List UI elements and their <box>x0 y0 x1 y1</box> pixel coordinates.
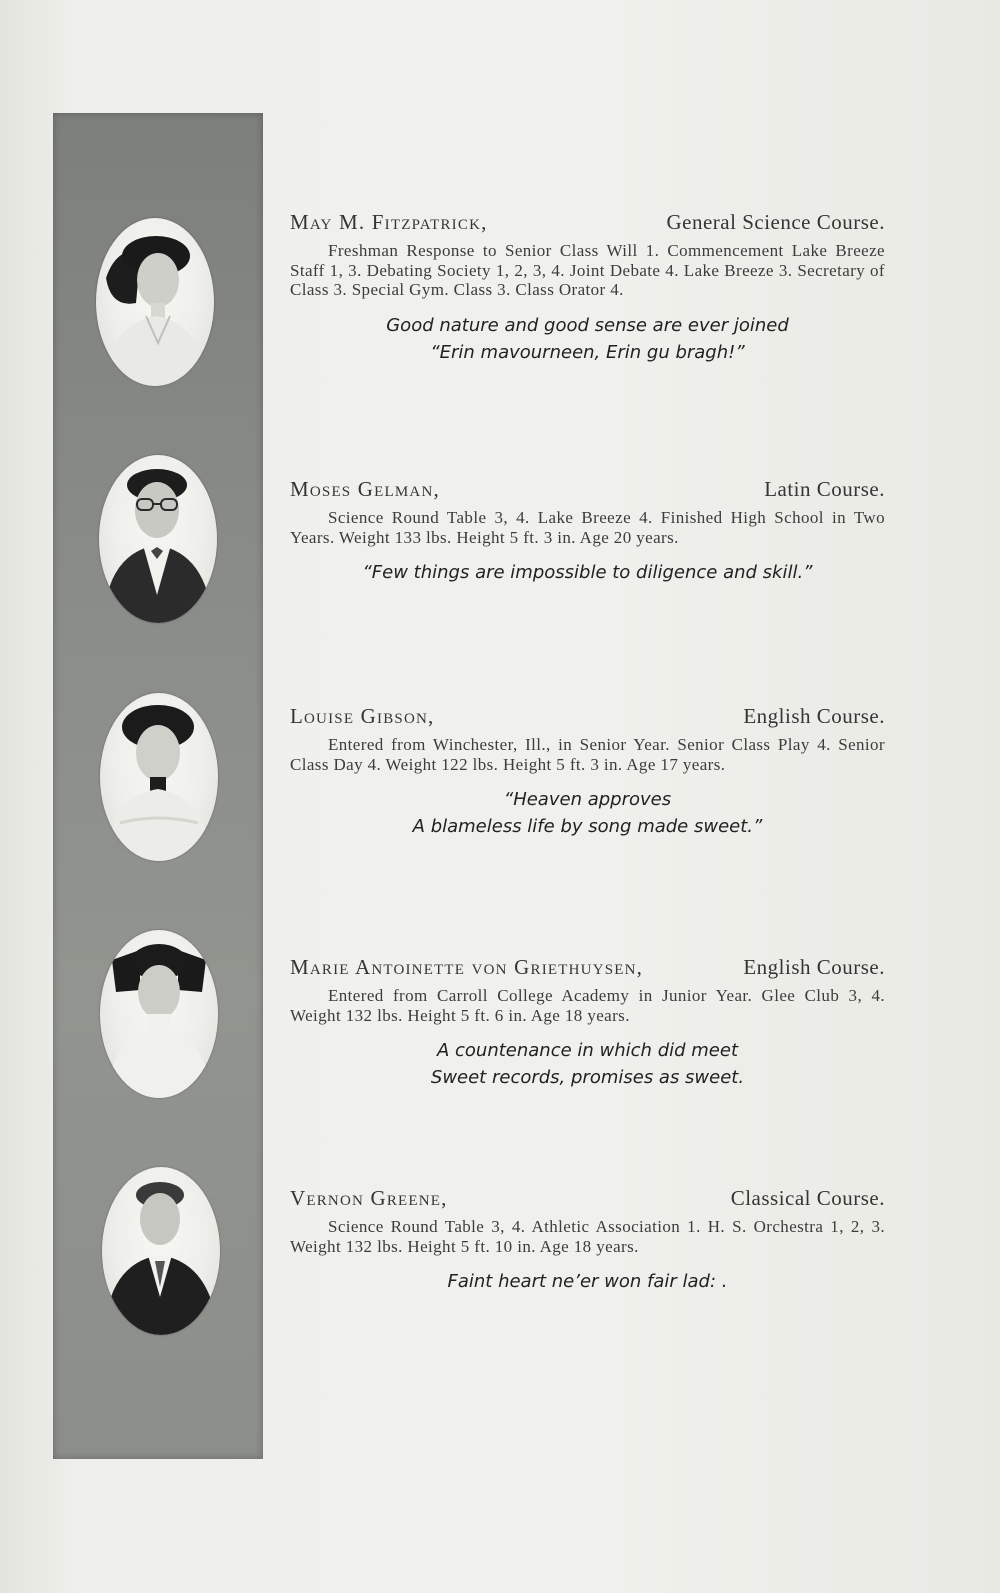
course-name: Latin Course. <box>764 477 885 501</box>
entry-5 <box>290 1186 885 1295</box>
course-name: General Science Course. <box>666 210 885 234</box>
portrait-man-glasses-icon <box>99 455 217 623</box>
student-name: May M. Fitzpatrick, <box>290 210 488 234</box>
quote-line: Faint heart ne’er won fair lad: . <box>447 1271 728 1292</box>
portrait-photo-4 <box>100 930 218 1098</box>
quote-line: A countenance in which did meet <box>436 1040 739 1061</box>
quote-line: “Few things are impossible to diligence and skill.” <box>362 562 813 583</box>
student-record: Entered from Winchester, Ill., in Senior Year. Senior Class Play 4. Senior Class Day 4. Weight 122 lbs. Height 5 ft. 3 in. Age 17 years. <box>290 735 885 774</box>
quote-line: Good nature and good sense are ever joined <box>386 314 789 336</box>
student-name: Marie Antoinette von Griethuysen, <box>290 955 644 979</box>
entry-header <box>290 210 885 235</box>
portrait-woman-icon <box>100 693 218 861</box>
student-record: Science Round Table 3, 4. Athletic Association 1. H. S. Orchestra 1, 2, 3. Weight 132 lbs. Height 5 ft. 10 in. Age 18 years. <box>290 1217 885 1256</box>
student-record: Freshman Response to Senior Class Will 1. Commencement Lake Breeze Staff 1, 3. Debating Society 1, 2, 3, 4. Joint Debate 4. Lake Breeze 3. Secretary of Class 3. Special Gym. Class 3. Class Orator 4. <box>290 241 885 299</box>
quote-line: “Erin mavourneen, Erin gu bragh!” <box>430 341 745 363</box>
quote-line: “Heaven approves <box>503 789 672 810</box>
entry-header <box>290 704 885 729</box>
portrait-woman-bow-icon <box>96 218 214 386</box>
portrait-man-icon <box>102 1167 220 1335</box>
class-quote <box>290 1037 885 1091</box>
quote-line: Sweet records, promises as sweet. <box>430 1067 745 1088</box>
class-quote <box>290 559 885 586</box>
portrait-photo-5 <box>102 1167 220 1335</box>
entry-1 <box>290 210 885 366</box>
course-name: Classical Course. <box>730 1186 885 1210</box>
class-quote <box>290 312 885 366</box>
student-record: Entered from Carroll College Academy in Junior Year. Glee Club 3, 4. Weight 132 lbs. Height 5 ft. 6 in. Age 18 years. <box>290 986 885 1025</box>
entry-2 <box>290 477 885 586</box>
quote-line: A blameless life by song made sweet.” <box>412 816 763 837</box>
entry-header <box>290 1186 885 1211</box>
class-quote <box>290 786 885 840</box>
class-quote <box>290 1268 885 1295</box>
entry-header <box>290 477 885 502</box>
portrait-photo-3 <box>100 693 218 861</box>
entry-3 <box>290 704 885 840</box>
portrait-photo-2 <box>99 455 217 623</box>
student-name: Moses Gelman, <box>290 477 440 501</box>
student-name: Vernon Greene, <box>290 1186 448 1210</box>
portrait-woman-bow-icon <box>100 930 218 1098</box>
course-name: English Course. <box>743 955 885 979</box>
portrait-photo-1 <box>96 218 214 386</box>
entry-4 <box>290 955 885 1091</box>
course-name: English Course. <box>743 704 885 728</box>
student-record: Science Round Table 3, 4. Lake Breeze 4. Finished High School in Two Years. Weight 133 lbs. Height 5 ft. 3 in. Age 20 years. <box>290 508 885 547</box>
entry-header <box>290 955 885 980</box>
student-name: Louise Gibson, <box>290 704 435 728</box>
